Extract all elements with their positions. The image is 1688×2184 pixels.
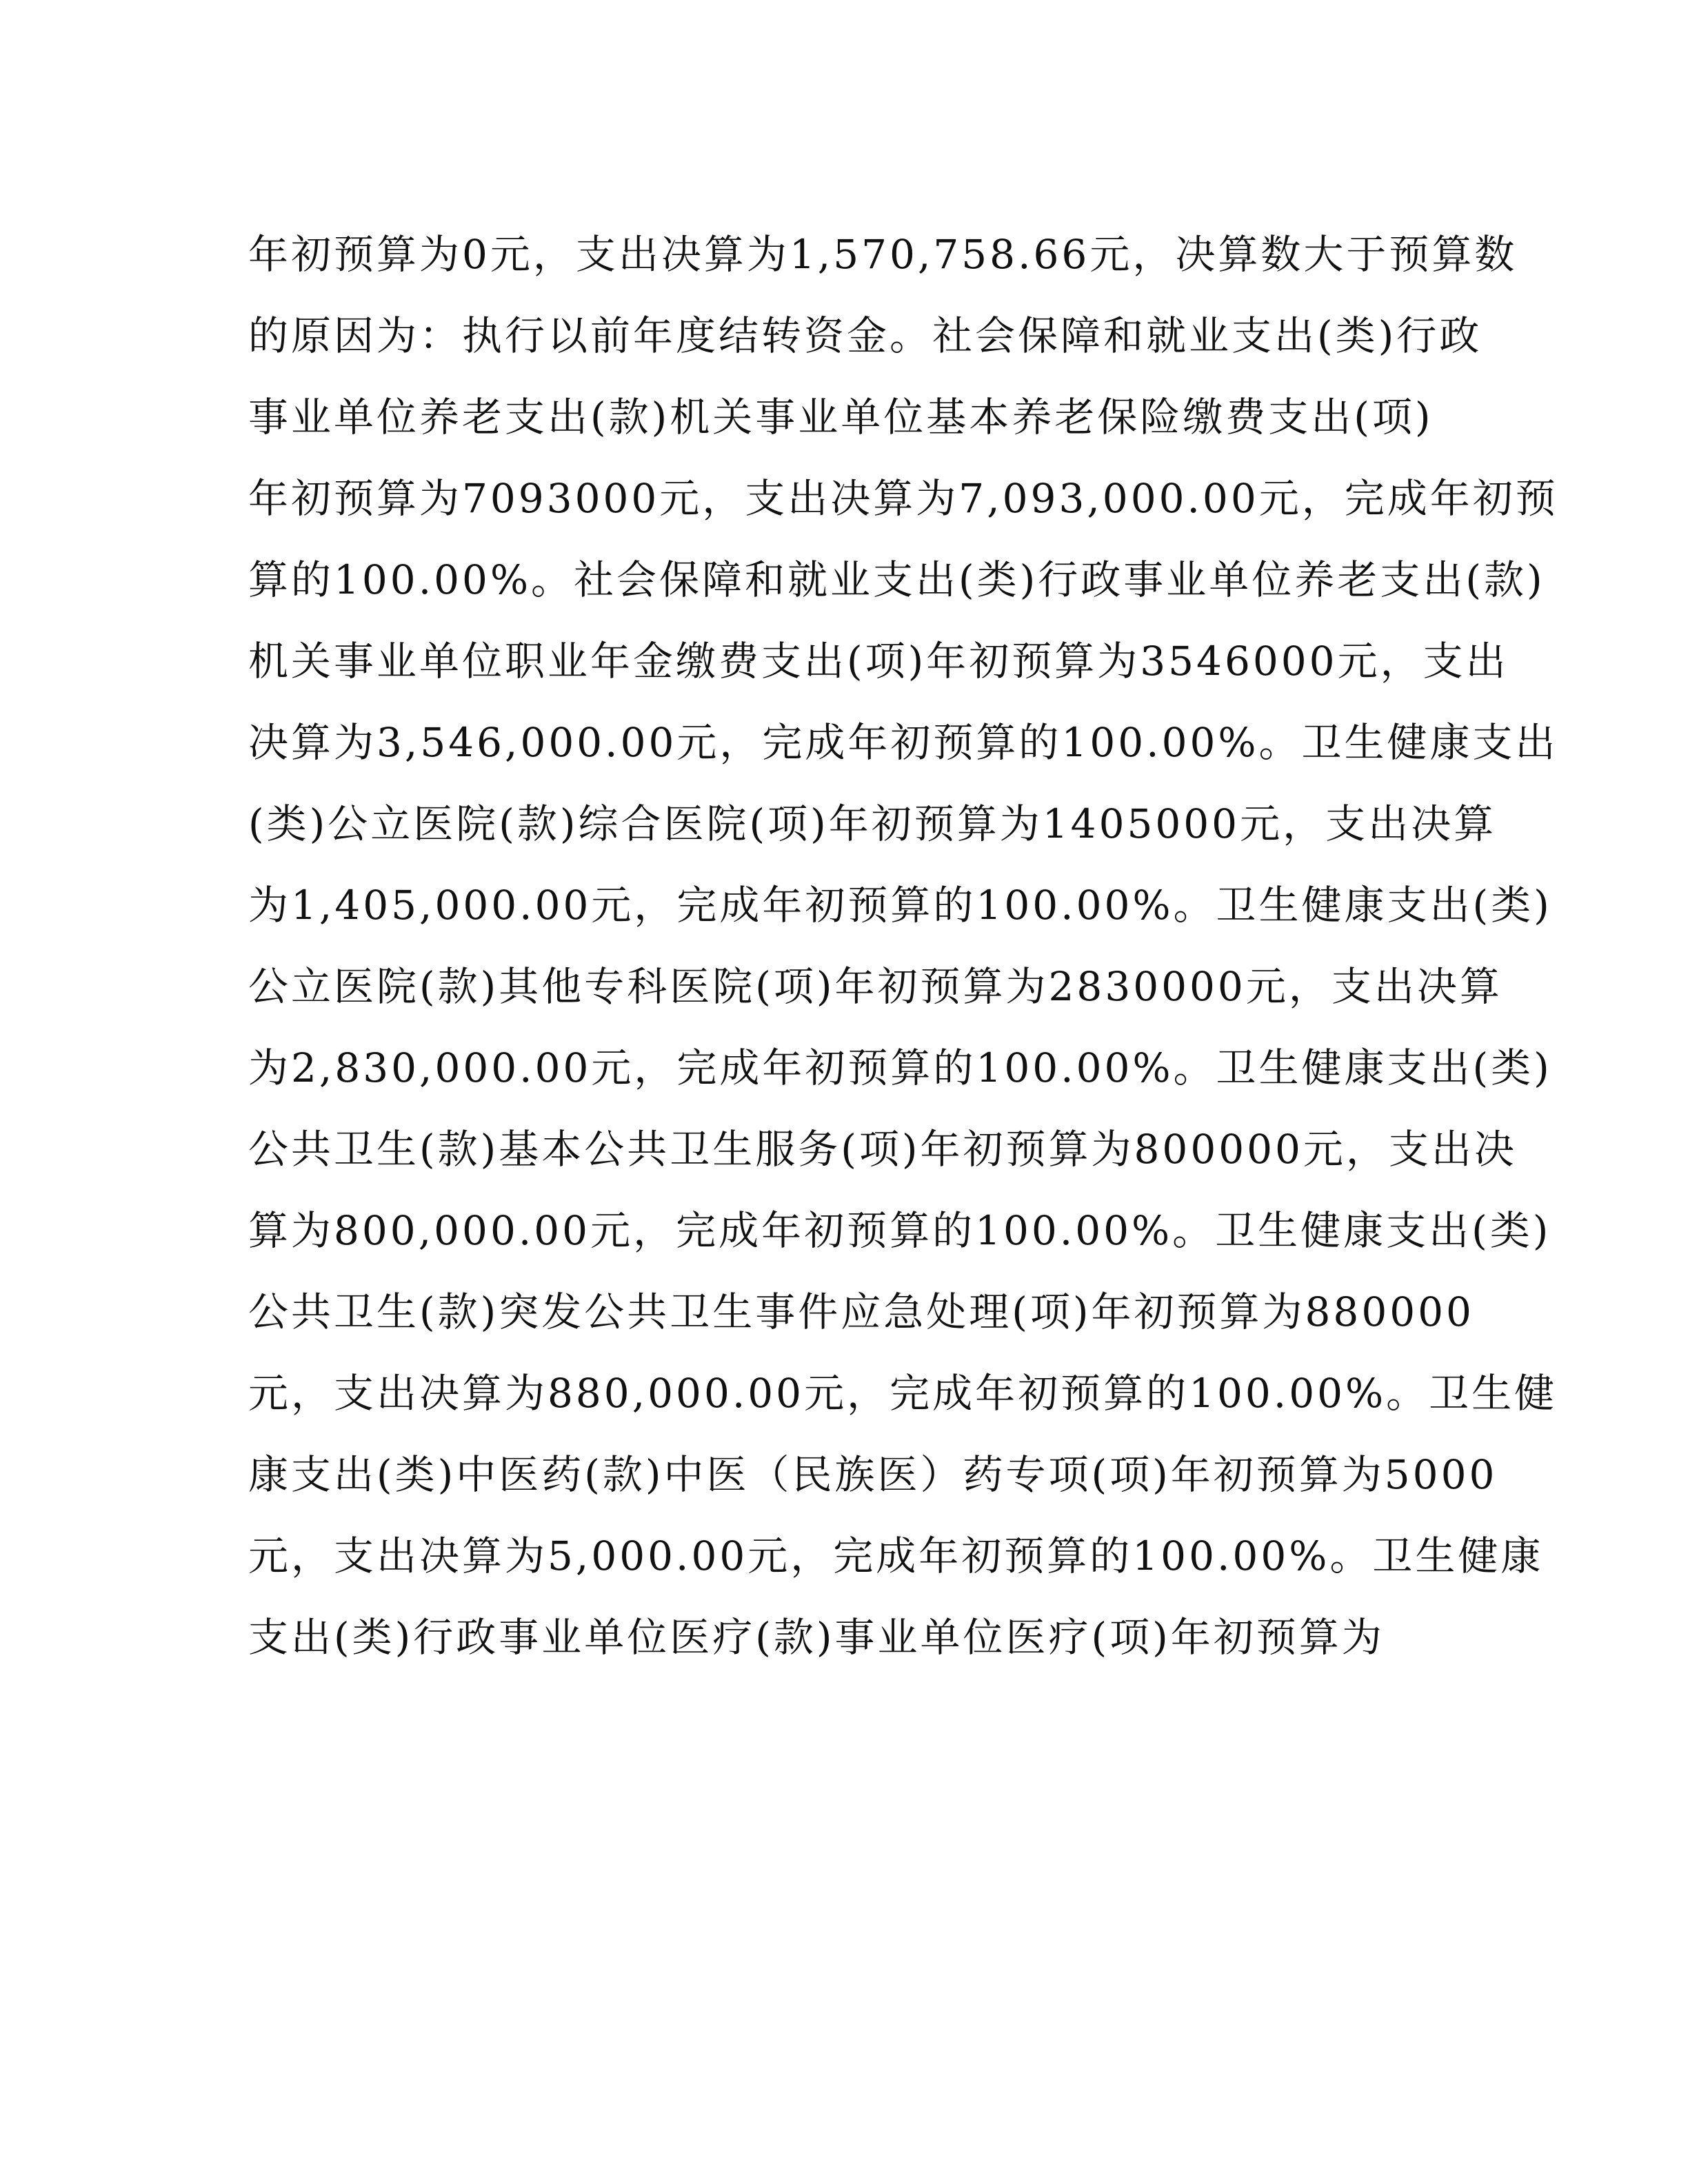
- text-line: 公立医院(款)其他专科医院(项)年初预算为2830000元，支出决算: [248, 963, 1503, 1010]
- text-line: 公共卫生(款)基本公共卫生服务(项)年初预算为800000元，支出决: [248, 1126, 1517, 1173]
- text-line: 事业单位养老支出(款)机关事业单位基本养老保险缴费支出(项): [248, 394, 1434, 441]
- text-line: 决算为3,546,000.00元，完成年初预算的100.00%。卫生健康支出: [248, 719, 1558, 766]
- text-line: 支出(类)行政事业单位医疗(款)事业单位医疗(项)年初预算为: [248, 1614, 1385, 1661]
- text-line: 康支出(类)中医药(款)中医（民族医）药专项(项)年初预算为5000: [248, 1451, 1498, 1498]
- text-line: 算为800,000.00元，完成年初预算的100.00%。卫生健康支出(类): [248, 1207, 1551, 1254]
- text-line: 公共卫生(款)突发公共卫生事件应急处理(项)年初预算为880000: [248, 1288, 1474, 1335]
- text-line: 年初预算为0元，支出决算为1,570,758.66元，决算数大于预算数: [248, 231, 1518, 278]
- text-line: 的原因为：执行以前年度结转资金。社会保障和就业支出(类)行政: [248, 312, 1483, 359]
- text-line: 机关事业单位职业年金缴费支出(项)年初预算为3546000元，支出: [248, 638, 1509, 685]
- text-line: 为2,830,000.00元，完成年初预算的100.00%。卫生健康支出(类): [248, 1044, 1552, 1091]
- text-line: 元，支出决算为5,000.00元，完成年初预算的100.00%。卫生健康: [248, 1533, 1544, 1579]
- text-line: 元，支出决算为880,000.00元，完成年初预算的100.00%。卫生健: [248, 1370, 1558, 1417]
- text-line: 算的100.00%。社会保障和就业支出(类)行政事业单位养老支出(款): [248, 556, 1545, 603]
- text-line: 为1,405,000.00元，完成年初预算的100.00%。卫生健康支出(类): [248, 882, 1552, 929]
- text-line: 年初预算为7093000元，支出决算为7,093,000.00元，完成年初预: [248, 475, 1558, 522]
- body-paragraph: [248, 214, 1558, 1678]
- text-line: (类)公立医院(款)综合医院(项)年初预算为1405000元，支出决算: [248, 800, 1497, 847]
